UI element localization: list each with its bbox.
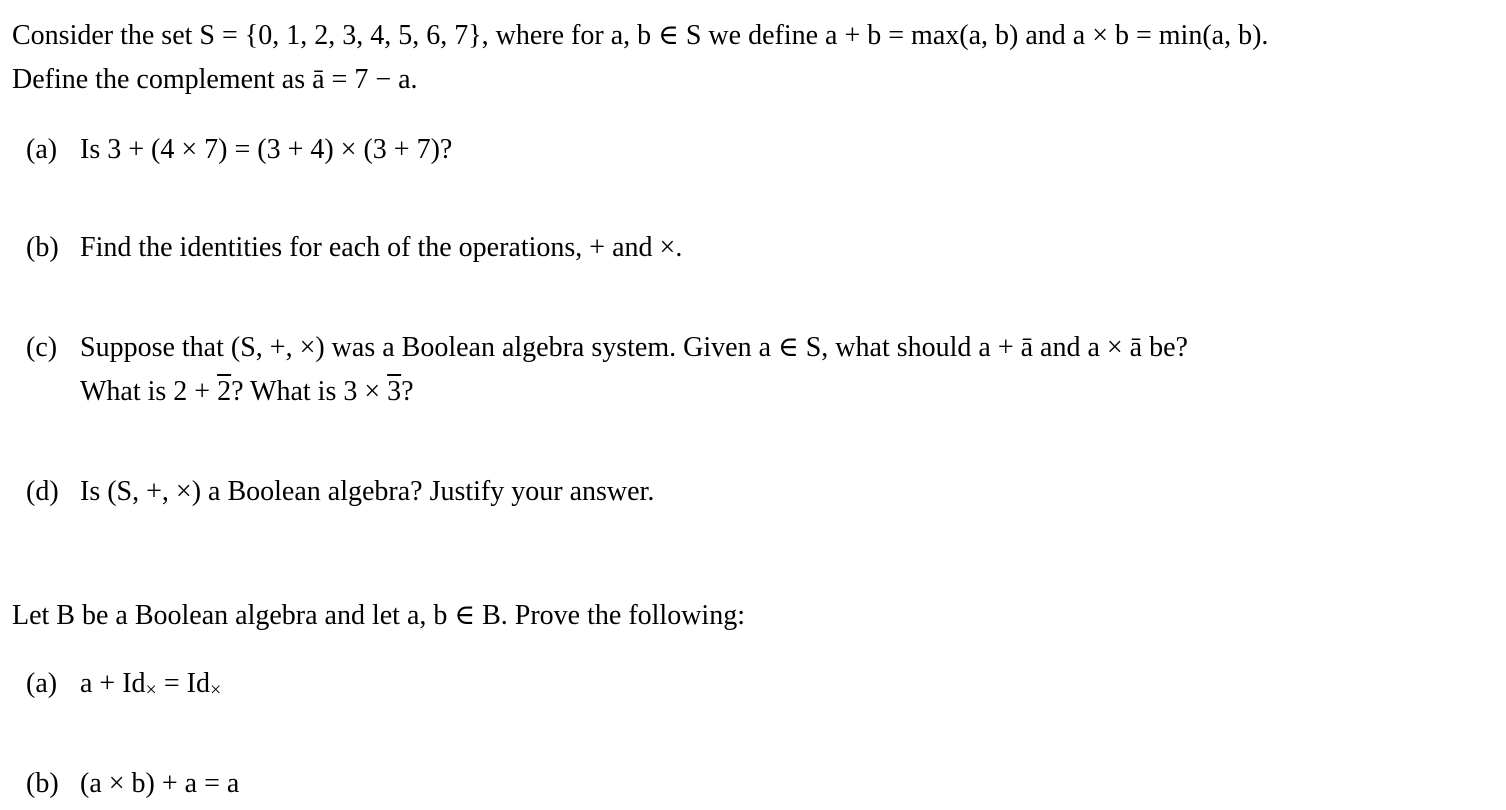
proof-a [26, 666, 221, 708]
question-a-text: Is 3 + (4 × 7) = (3 + 4) × (3 + 7)? [80, 134, 453, 165]
question-c-line2-prefix: What is 2 + [80, 376, 218, 407]
question-b-text: Find the identities for each of the operations, + and ×. [80, 232, 683, 263]
question-d [26, 474, 654, 510]
intro-line-1: Consider the set S = {0, 1, 2, 3, 4, 5, 6, 7}, where for a, b ∈ S we define a + b = max(a, b) and a × b = min(a, b). [12, 20, 1269, 51]
question-d-text: Is (S, +, ×) a Boolean algebra? Justify your answer. [80, 476, 655, 507]
proof-a-sub1: × [145, 679, 157, 701]
complement-three: 3 [387, 376, 402, 407]
question-c-line-2 [80, 374, 414, 410]
intro-line-2: Define the complement as ā = 7 − a. [12, 64, 418, 95]
proof-a-mid: = Id [156, 668, 210, 699]
question-c-label: (c) [26, 332, 58, 363]
proof-b-text: (a × b) + a = a [80, 768, 240, 799]
question-c [26, 330, 1188, 366]
question-d-label: (d) [26, 476, 59, 507]
question-c-line2-suffix: ? [401, 376, 414, 407]
part2-intro: Let B be a Boolean algebra and let a, b ∈ B. Prove the following: [12, 600, 745, 631]
proof-b-label: (b) [26, 768, 59, 799]
proof-a-label: (a) [26, 668, 58, 699]
question-b-label: (b) [26, 232, 59, 263]
question-c-text: Suppose that (S, +, ×) was a Boolean algebra system. Given a ∈ S, what should a + ā and a × ā be? [80, 332, 1188, 363]
proof-a-prefix: a + Id [80, 668, 146, 699]
question-b [26, 230, 682, 266]
question-c-line2-mid: ? What is 3 × [231, 376, 388, 407]
question-a [26, 132, 452, 168]
complement-two: 2 [217, 376, 232, 407]
question-a-label: (a) [26, 134, 58, 165]
proof-a-sub2: × [209, 679, 222, 701]
proof-b [26, 766, 239, 802]
